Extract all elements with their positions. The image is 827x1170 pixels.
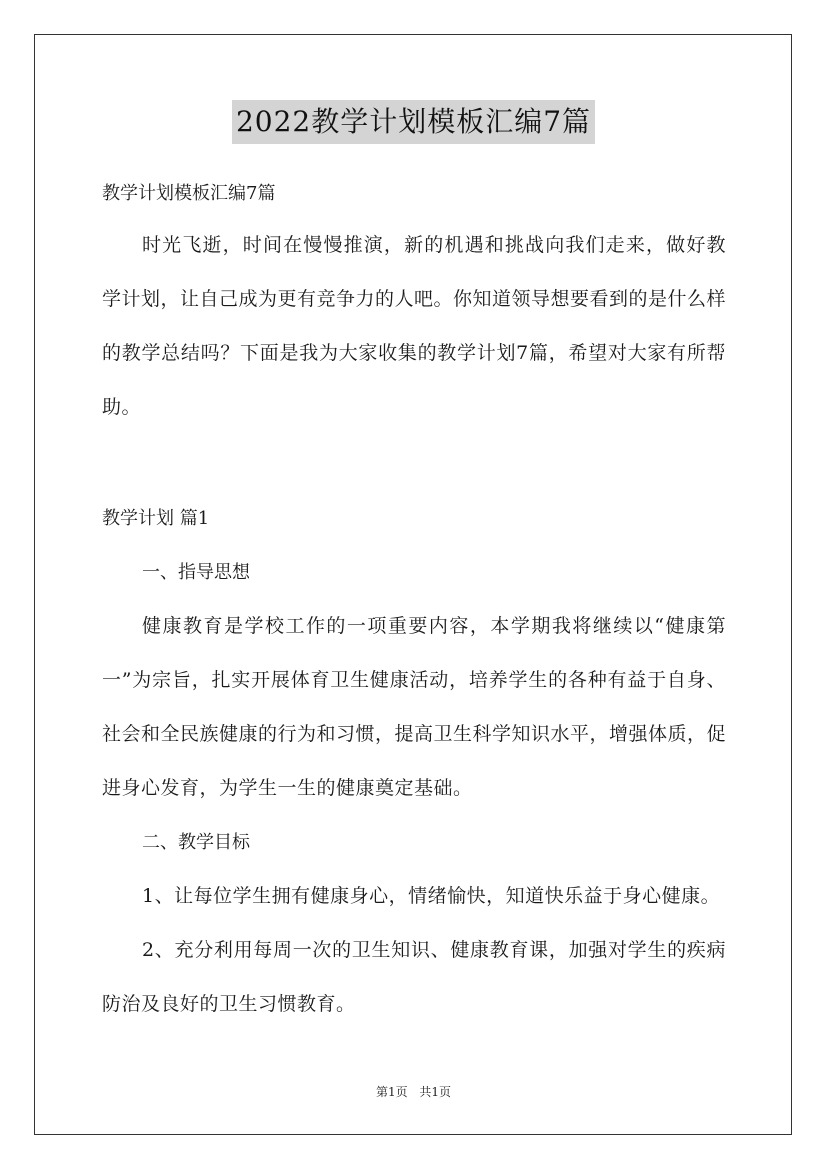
goal-item-1: 1、让每位学生拥有健康身心，情绪愉快，知道快乐益于身心健康。 bbox=[142, 885, 721, 907]
guiding-ideology-paragraph: 健康教育是学校工作的一项重要内容，本学期我将继续以“健康第一”为宗旨，扎实开展体育卫生健康活动，培养学生的各种有益于自身、社会和全民族健康的行为和习惯，提高卫生科学知识水平，增强体质，促进身心发育，为学生一生的健康奠定基础。 bbox=[102, 615, 727, 799]
page-total: 共1页 bbox=[419, 1085, 452, 1099]
document-title: 2022教学计划模板汇编7篇 bbox=[232, 100, 595, 144]
document-subtitle: 教学计划模板汇编7篇 bbox=[102, 183, 276, 204]
goal-item-2: 2、充分利用每周一次的卫生知识、健康教育课，加强对学生的疾病防治及良好的卫生习惯教育。 bbox=[102, 939, 726, 1015]
intro-paragraph: 时光飞逝，时间在慢慢推演，新的机遇和挑战向我们走来，做好教学计划，让自己成为更有竞争力的人吧。你知道领导想要看到的是什么样的教学总结吗？下面是我为大家收集的教学计划7篇，希望对大家有所帮助。 bbox=[102, 234, 727, 418]
page-current: 第1页 bbox=[375, 1085, 408, 1099]
heading-guiding-ideology: 一、指导思想 bbox=[142, 562, 250, 583]
title-container bbox=[0, 100, 827, 144]
heading-teaching-goals: 二、教学目标 bbox=[142, 832, 250, 853]
section-title: 教学计划 篇1 bbox=[102, 508, 210, 529]
page-footer bbox=[0, 1082, 827, 1102]
